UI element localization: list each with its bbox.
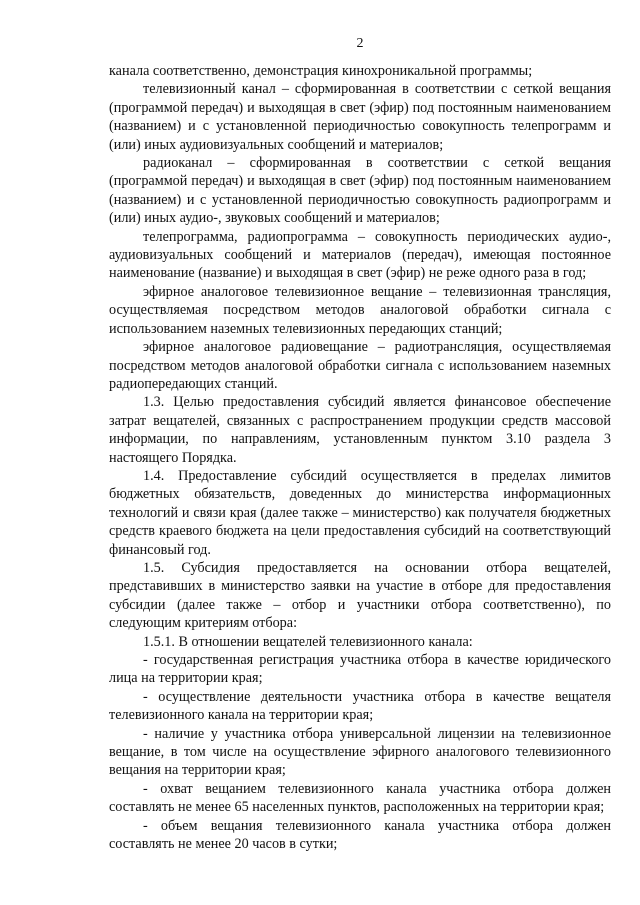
criterion-license: - наличие у участника отбора универсальной лицензии на телевизионное вещание, в том числе на осуществление эфирного аналогового телевизионного вещания на территории края; (109, 725, 611, 779)
page-number: 2 (356, 36, 364, 51)
paragraph-analog-radio-definition: эфирное аналоговое радиовещание – радиотрансляция, осуществляемая посредством методов аналоговой обработки сигнала с использованием наземных радиопередающих станций. (109, 339, 611, 392)
paragraph-program-definition: телепрограмма, радиопрограмма – совокупность периодических аудио-, аудиовизуальных сообщений и материалов (передач), имеющая постоянное наименование (название) и выходящая в свет (эфир) не реже одного раза в год; (109, 228, 611, 282)
paragraph-1-5: 1.5. Субсидия предоставляется на основании отбора вещателей, представивших в министерство заявки на участие в отборе для предоставления субсидии (далее также – отбор и участники отбора соответственно), по следующим критериям отбора: (109, 559, 611, 632)
paragraph-1-4: 1.4. Предоставление субсидий осуществляется в пределах лимитов бюджетных обязательств, доведенных до министерства информационных технологий и связи края (далее также – министерство) как получателя бюджетных средств краевого бюджета на цели предоставления субсидий на соответствующий финансовый год. (109, 467, 611, 558)
paragraph-radio-channel-definition: радиоканал – сформированная в соответствии с сеткой вещания (программой передач) и выходящая в свет (эфир) под постоянным наименованием (названием) и с установленной периодичностью совокупность радиопрограмм и (или) иных аудио-, звуковых сообщений и материалов; (109, 155, 611, 227)
paragraph-1-3: 1.3. Целью предоставления субсидий является финансовое обеспечение затрат вещателей, связанных с распространением продукции средств массовой информации, по направлениям, установленным пунктом 3.10 раздела 3 настоящего Порядка. (109, 394, 611, 466)
paragraph-analog-tv-definition: эфирное аналоговое телевизионное вещание – телевизионная трансляция, осуществляемая посредством методов аналоговой обработки сигнала с использованием наземных телевизионных передающих станций; (109, 283, 611, 337)
paragraph-tv-channel-definition: телевизионный канал – сформированная в соответствии с сеткой вещания (программой передач) и выходящая в свет (эфир) под постоянным наименованием (названием) и с установленной периодичностью совокупность телепрограмм и (или) иных аудиовизуальных сообщений и материалов; (109, 81, 611, 153)
criterion-registration: - государственная регистрация участника отбора в качестве юридического лица на территории края; (109, 652, 611, 687)
paragraph-continuation: канала соответственно, демонстрация кинохроникальной программы; (109, 63, 533, 79)
criterion-coverage: - охват вещанием телевизионного канала участника отбора должен составлять не менее 65 населенных пунктов, расположенных на территории края; (109, 780, 611, 816)
paragraph-1-5-1: 1.5.1. В отношении вещателей телевизионного канала: (143, 633, 473, 650)
criterion-volume: - объем вещания телевизионного канала участника отбора должен составлять не менее 20 часов в сутки; (109, 817, 611, 853)
criterion-activity: - осуществление деятельности участника отбора в качестве вещателя телевизионного канала на территории края; (109, 688, 611, 724)
